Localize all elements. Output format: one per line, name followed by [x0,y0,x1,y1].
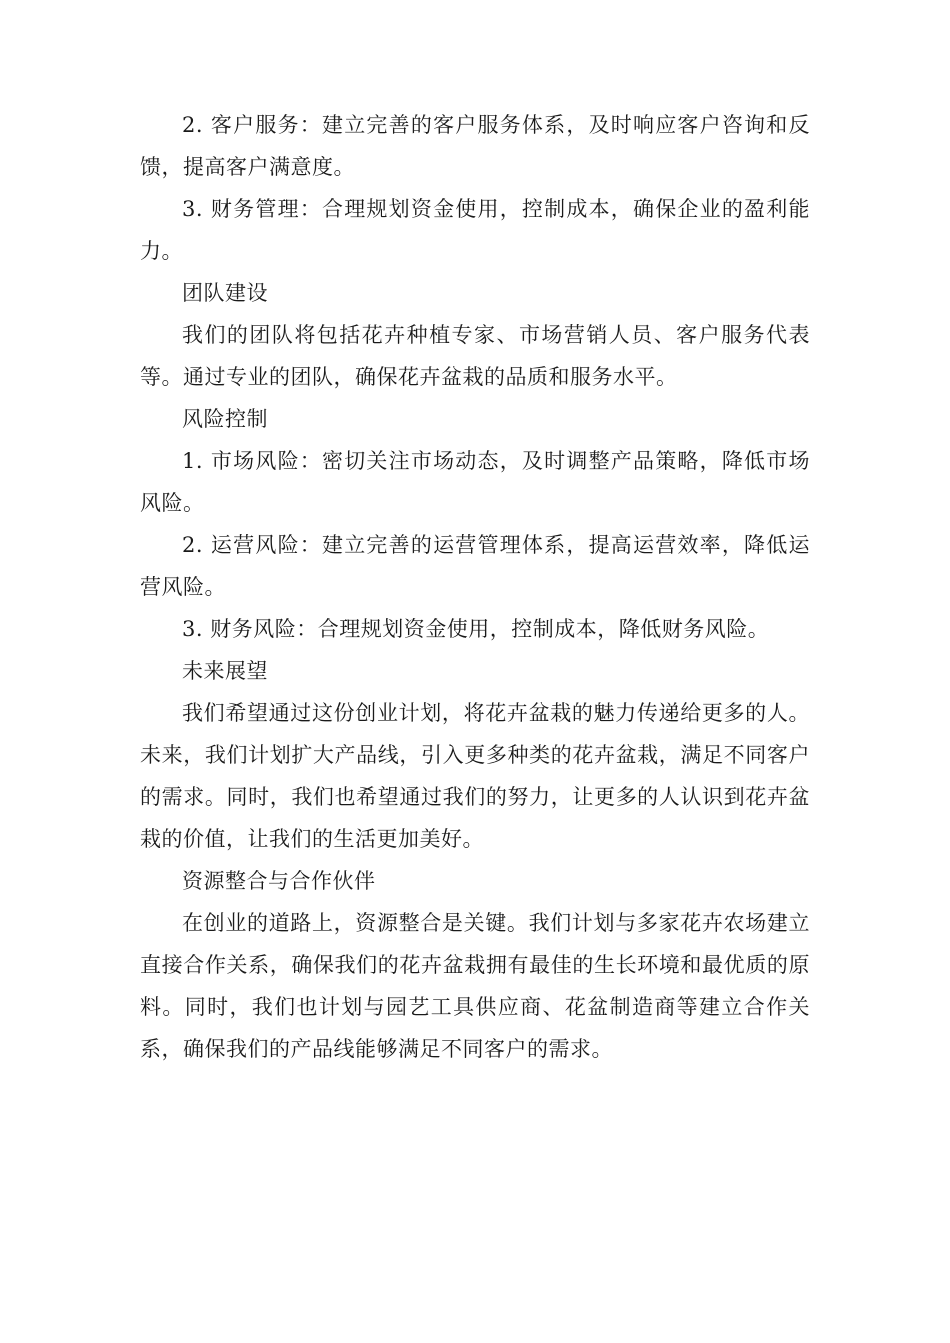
resource-integration-paragraph: 在创业的道路上，资源整合是关键。我们计划与多家花卉农场建立直接合作关系，确保我们的花卉盆栽拥有最佳的生长环境和最优质的原料。同时，我们也计划与园艺工具供应商、花盆制造商等建立合作关系，确保我们的产品线能够满足不同客户的需求。 [140,911,810,1061]
future-outlook-heading: 未来展望 [182,659,268,683]
operation-risk-item: 2. 运营风险：建立完善的运营管理体系，提高运营效率，降低运营风险。 [140,533,810,599]
customer-service-item: 2. 客户服务：建立完善的客户服务体系，及时响应客户咨询和反馈，提高客户满意度。 [140,113,810,179]
team-building-heading: 团队建设 [182,281,268,305]
document-body [140,104,810,1070]
financial-risk-item: 3. 财务风险：合理规划资金使用，控制成本，降低财务风险。 [182,617,770,641]
future-outlook-paragraph: 我们希望通过这份创业计划，将花卉盆栽的魅力传递给更多的人。未来，我们计划扩大产品线，引入更多种类的花卉盆栽，满足不同客户的需求。同时，我们也希望通过我们的努力，让更多的人认识到花卉盆栽的价值，让我们的生活更加美好。 [140,701,810,851]
resource-integration-heading: 资源整合与合作伙伴 [182,869,376,893]
risk-control-heading: 风险控制 [182,407,268,431]
financial-management-item: 3. 财务管理：合理规划资金使用，控制成本，确保企业的盈利能力。 [140,197,810,263]
market-risk-item: 1. 市场风险：密切关注市场动态，及时调整产品策略，降低市场风险。 [140,449,810,515]
team-building-paragraph: 我们的团队将包括花卉种植专家、市场营销人员、客户服务代表等。通过专业的团队，确保花卉盆栽的品质和服务水平。 [140,323,810,389]
